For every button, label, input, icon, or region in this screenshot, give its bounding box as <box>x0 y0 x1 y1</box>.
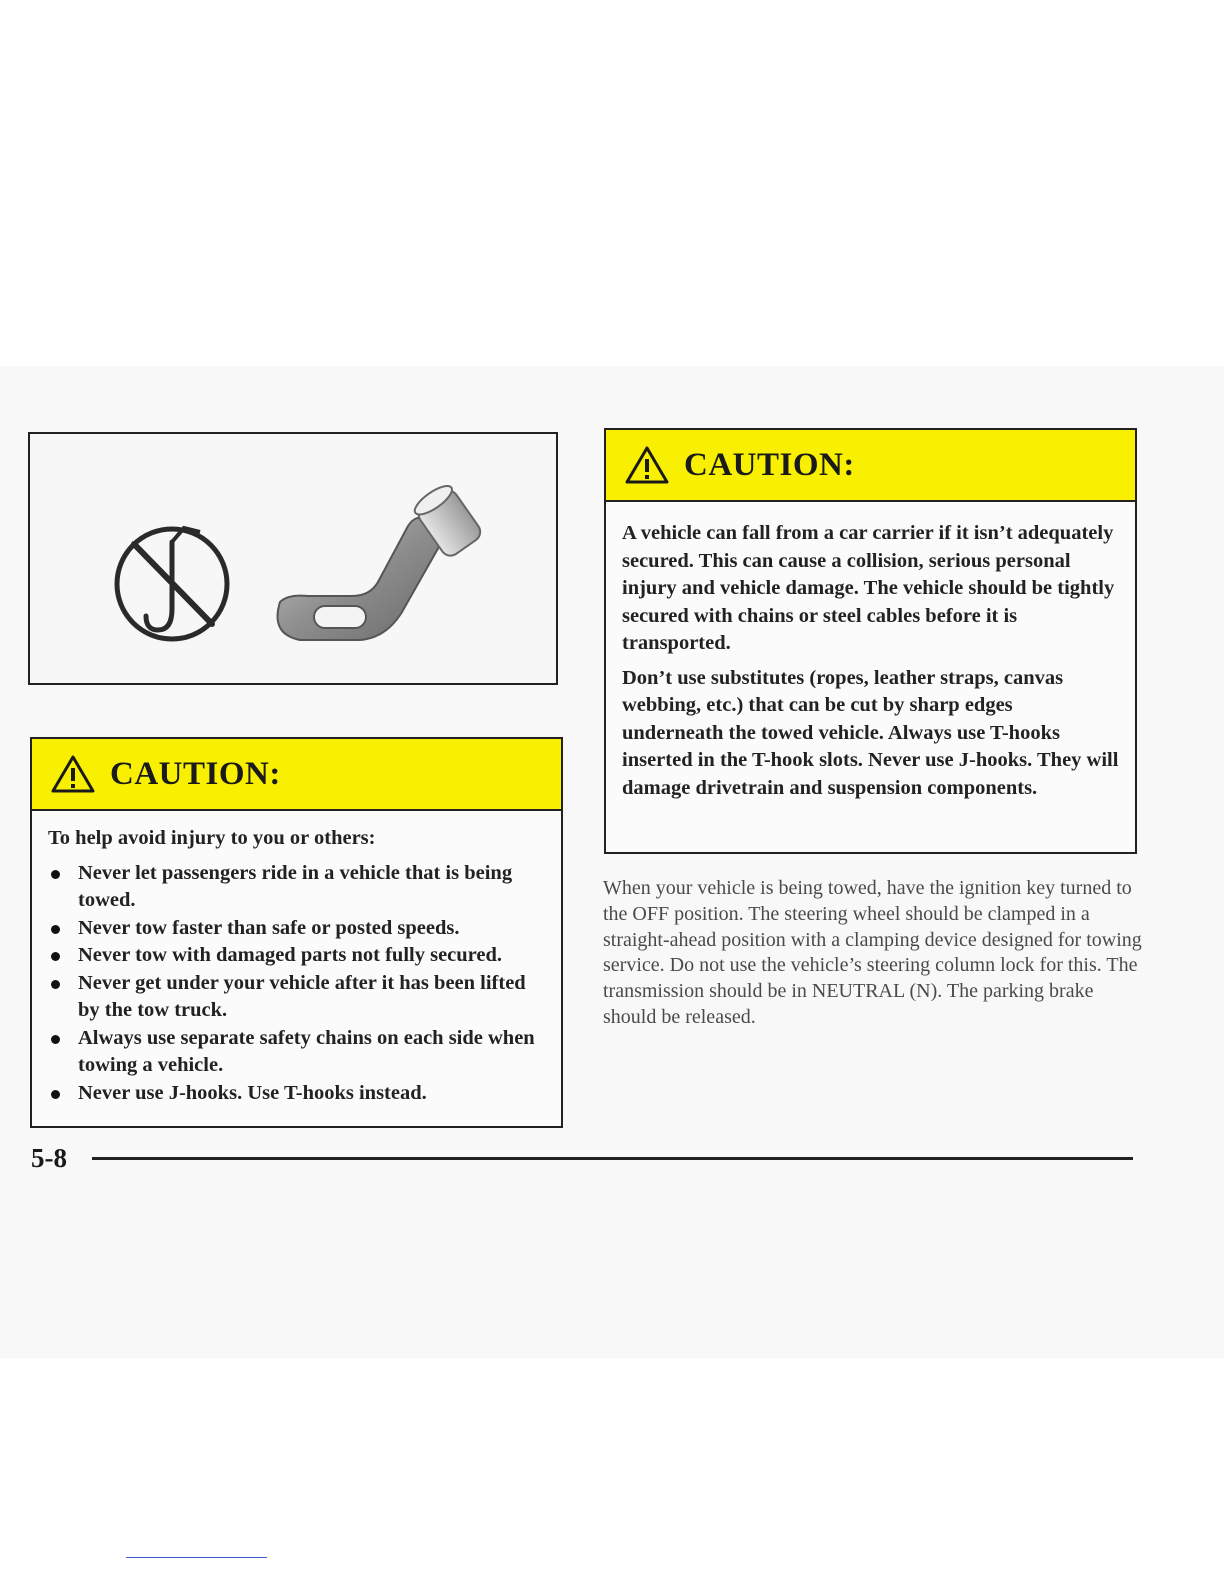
caution-header <box>32 739 561 811</box>
caution-title: CAUTION: <box>684 446 855 483</box>
divider <box>126 1557 267 1558</box>
caution-box-left <box>30 737 563 1128</box>
warning-triangle-icon <box>624 445 670 485</box>
warning-triangle-icon <box>50 754 96 794</box>
list-item: Never tow with damaged parts not fully secured. <box>48 942 545 970</box>
no-j-hook-icon <box>117 528 227 639</box>
caution-box-right <box>604 428 1137 854</box>
bullet-icon <box>51 980 60 989</box>
list-item: Always use separate safety chains on each side when towing a vehicle. <box>48 1025 545 1080</box>
page-number: 5-8 <box>31 1143 67 1173</box>
caution-body <box>606 502 1135 802</box>
bullet-icon <box>51 1035 60 1044</box>
bullet-icon <box>51 1090 60 1099</box>
list-item: Never let passengers ride in a vehicle that is being towed. <box>48 860 545 915</box>
caution-paragraph: A vehicle can fall from a car carrier if it isn’t adequately secured. This can cause a collision, serious personal injury and vehicle damage. The vehicle should be tightly secured with chains or steel cables before it is transported. <box>622 522 1115 654</box>
list-item: Never use J-hooks. Use T-hooks instead. <box>48 1080 545 1108</box>
bullet-icon <box>51 925 60 934</box>
caution-intro: To help avoid injury to you or others: <box>48 827 376 849</box>
bullet-icon <box>51 870 60 879</box>
caution-paragraph: Don’t use substitutes (ropes, leather straps, canvas webbing, etc.) that can be cut by sharp edges underneath the towed vehicle. Always use T-hooks inserted in the T-hook slots. Never use J-hooks. They will damage drivetrain and suspension components. <box>622 666 1119 799</box>
caution-header <box>606 430 1135 502</box>
list-item: Never tow faster than safe or posted speeds. <box>48 915 545 943</box>
caution-bullet-list <box>48 860 545 1108</box>
t-hook-icon <box>278 481 485 640</box>
list-item: Never get under your vehicle after it has been lifted by the tow truck. <box>48 970 545 1025</box>
caution-title: CAUTION: <box>110 755 281 792</box>
towing-hook-figure <box>28 432 558 685</box>
caution-body <box>32 811 561 1107</box>
towing-instructions-paragraph: When your vehicle is being towed, have the ignition key turned to the OFF position. The steering wheel should be clamped in a straight-ahead position with a clamping device designed for towing service. Do not use the vehicle’s steering column lock for this. The transmission should be in NEUTRAL (N). The parking brake should be released. <box>603 877 1142 1028</box>
footer-rule <box>92 1157 1133 1160</box>
bullet-icon <box>51 952 60 961</box>
